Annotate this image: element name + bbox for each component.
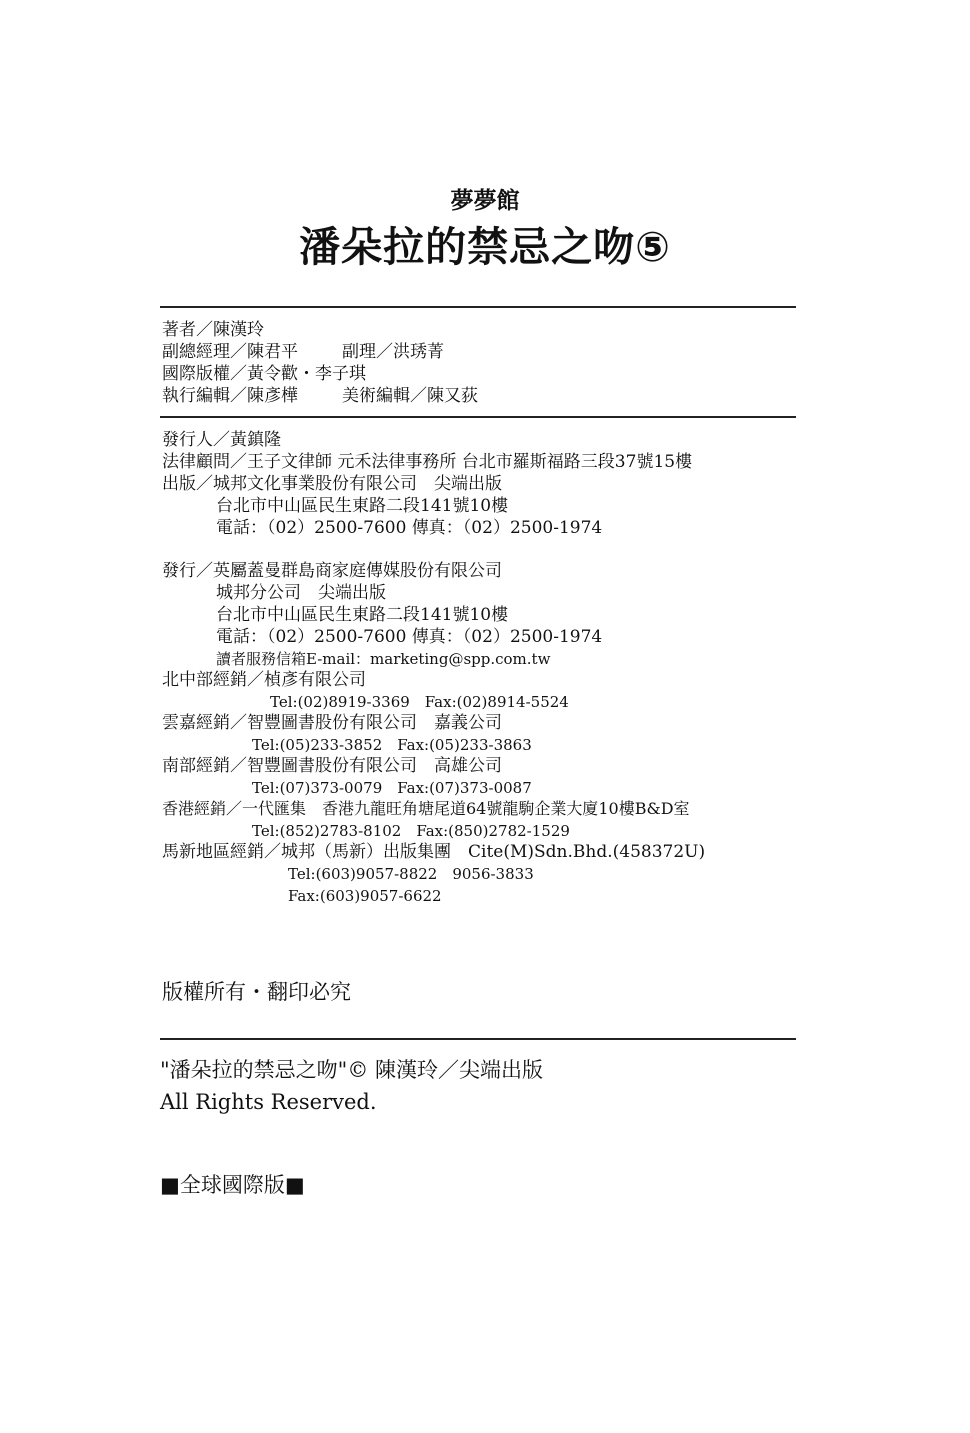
publisher-phone: 電話：（02）2500-7600 傳真：（02）2500-1974: [216, 518, 603, 538]
hong-kong-contact: Tel:(852)2783-8102 Fax:(850)2782-1529: [252, 822, 570, 840]
deputy-manager-line: 副理／洪琇菁: [342, 342, 444, 362]
north-central-contact: Tel:(02)8919-3369 Fax:(02)8914-5524: [270, 693, 569, 711]
divider-top: [160, 306, 796, 308]
all-rights-reserved: All Rights Reserved.: [160, 1090, 377, 1114]
distributor-address: 台北市中山區民生東路二段141號10樓: [216, 605, 509, 625]
deputy-gm-line: 副總經理／陳君平: [162, 342, 298, 362]
malaysia-tel: Tel:(603)9057-8822 9056-3833: [288, 865, 534, 883]
yunlin-chiayi-distributor: 雲嘉經銷／智豐圖書股份有限公司 嘉義公司: [162, 713, 502, 733]
issuer-line: 發行人／黃鎮隆: [162, 430, 281, 450]
all-rights-notice: 版權所有・翻印必究: [162, 980, 351, 1004]
copyright-line: "潘朵拉的禁忌之吻"© 陳漢玲／尖端出版: [160, 1058, 543, 1082]
divider-bottom: [160, 1038, 796, 1040]
series-name: 夢夢館: [450, 188, 520, 214]
malaysia-distributor: 馬新地區經銷／城邦（馬新）出版集團 Cite(M)Sdn.Bhd.(458372U): [162, 842, 706, 862]
south-distributor: 南部經銷／智豐圖書股份有限公司 高雄公司: [162, 756, 502, 776]
publisher-address: 台北市中山區民生東路二段141號10樓: [216, 496, 509, 516]
hong-kong-distributor: 香港經銷／一代匯集 香港九龍旺角塘尾道64號龍駒企業大廈10樓B&D室: [162, 799, 690, 818]
divider-middle: [160, 416, 796, 418]
yunlin-chiayi-contact: Tel:(05)233-3852 Fax:(05)233-3863: [252, 736, 532, 754]
distributor-phone: 電話：（02）2500-7600 傳真：（02）2500-1974: [216, 627, 603, 647]
distributor-line: 發行／英屬蓋曼群島商家庭傳媒股份有限公司: [162, 561, 502, 581]
exec-editor-line: 執行編輯／陳彥樺: [162, 386, 298, 406]
art-editor-line: 美術編輯／陳又荻: [342, 386, 478, 406]
south-contact: Tel:(07)373-0079 Fax:(07)373-0087: [252, 779, 532, 797]
edition-label: ■全球國際版■: [160, 1173, 305, 1197]
author-line: 著者／陳漢玲: [162, 320, 264, 340]
publisher-line: 出版／城邦文化事業股份有限公司 尖端出版: [162, 474, 502, 494]
malaysia-fax: Fax:(603)9057-6622: [288, 887, 442, 905]
distributor-branch: 城邦分公司 尖端出版: [216, 583, 386, 603]
north-central-distributor: 北中部經銷／楨彥有限公司: [162, 670, 366, 690]
reader-service-email: 讀者服務信箱E-mail：marketing@spp.com.tw: [216, 650, 551, 668]
intl-rights-line: 國際版權／黃令歡・李子琪: [162, 364, 366, 384]
book-title: 潘朵拉的禁忌之吻⑤: [299, 223, 671, 271]
legal-counsel-line: 法律顧問／王子文律師 元禾法律事務所 台北市羅斯福路三段37號15樓: [162, 452, 693, 472]
